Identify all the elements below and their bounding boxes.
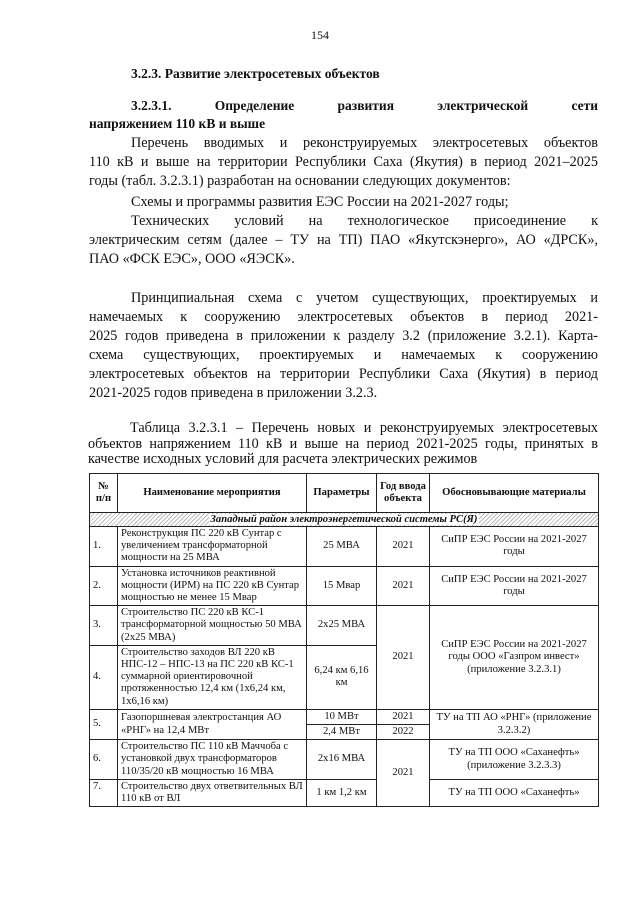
header-basis: Обосновывающие материалы xyxy=(430,474,599,513)
paragraph-line: схема существующих, проектируемых и намечаемых к сооружению xyxy=(89,347,598,363)
subsection-word: Определение xyxy=(214,98,295,113)
table-row xyxy=(90,779,599,806)
paragraph-line: Схемы и программы развития ЕЭС России на 2021-2027 годы; xyxy=(131,194,509,210)
paragraph-line: Технических условий на технологическое присоединение к xyxy=(131,213,598,229)
row-basis: СиПР ЕЭС России на 2021-2027 годы xyxy=(430,566,599,606)
row-year: 2021 xyxy=(377,606,430,710)
region-row xyxy=(90,513,599,527)
paragraph-line: ПАО «ФСК ЕЭС», ООО «ЯЭСК». xyxy=(89,251,295,267)
row-number: 3. xyxy=(90,606,118,646)
header-params: Параметры xyxy=(307,474,377,513)
row-name: Строительство ПС 110 кВ Маччоба с установкой двух трансформаторов 110/35/20 кВ мощностью 16 МВА xyxy=(118,740,307,780)
paragraph-line: электросетевых объектов на территории Республики Саха (Якутия) в период xyxy=(89,366,598,382)
paragraph-line: Принципиальная схема с учетом существующих, проектируемых и xyxy=(131,290,598,306)
row-params: 25 МВА xyxy=(307,527,377,567)
row-year: 2021 xyxy=(377,740,430,807)
section-heading: 3.2.3. Развитие электросетевых объектов xyxy=(131,66,380,81)
subsection-word: сети xyxy=(571,98,598,113)
paragraph-line: 2021-2025 годов приведена в приложении 3.2.3. xyxy=(89,385,378,401)
table-caption xyxy=(88,421,598,468)
row-params: 2х16 МВА xyxy=(307,740,377,780)
subsection-number: 3.2.3.1. xyxy=(131,98,172,113)
row-year: 2022 xyxy=(377,725,430,740)
row-basis: СиПР ЕЭС России на 2021-2027 годы ООО «Газпром инвест» (приложение 3.2.3.1) xyxy=(430,606,599,710)
paragraph-line: Перечень вводимых и реконструируемых электросетевых объектов xyxy=(131,135,598,151)
row-basis: ТУ на ТП ООО «Саханефть» (приложение 3.2.3.3) xyxy=(430,740,599,780)
projects-table xyxy=(89,473,599,807)
paragraph-line: электрическим сетям (далее – ТУ на ТП) ПАО «Якутскэнерго», АО «ДРСК», xyxy=(89,232,598,248)
row-number: 6. xyxy=(90,740,118,780)
row-params: 1 км 1,2 км xyxy=(307,779,377,806)
row-year: 2021 xyxy=(377,709,430,724)
caption-line: Таблица 3.2.3.1 – Перечень новых и реконструируемых электросетевых xyxy=(130,420,598,436)
header-year: Год ввода объекта xyxy=(377,474,430,513)
row-number: 5. xyxy=(90,709,118,739)
subsection-heading-line1 xyxy=(131,98,598,114)
caption-line: качестве исходных условий для расчета электрических режимов xyxy=(88,451,478,467)
row-name: Реконструкция ПС 220 кВ Сунтар с увеличением трансформаторной мощности на 25 МВА xyxy=(118,527,307,567)
table-header-row xyxy=(90,474,599,513)
row-basis: СиПР ЕЭС России на 2021-2027 годы xyxy=(430,527,599,567)
table-row xyxy=(90,527,599,567)
row-number: 7. xyxy=(90,779,118,806)
header-number: № п/п xyxy=(90,474,118,513)
row-number: 4. xyxy=(90,645,118,709)
header-name: Наименование мероприятия xyxy=(118,474,307,513)
subsection-heading-line2: напряжением 110 кВ и выше xyxy=(89,116,266,131)
row-basis: ТУ на ТП АО «РНГ» (приложение 3.2.3.2) xyxy=(430,709,599,739)
row-name: Строительство заходов ВЛ 220 кВ НПС-12 – НПС-13 на ПС 220 кВ КС-1 суммарной ориентировочной протяженностью 12,4 км (1х6,24 км, 1х6,16 км) xyxy=(118,645,307,709)
row-name: Строительство двух ответвительных ВЛ 110 кВ от ВЛ xyxy=(118,779,307,806)
paragraph-line: годы (табл. 3.2.3.1) разработан на основании следующих документов: xyxy=(89,173,511,189)
row-params: 2,4 МВт xyxy=(307,725,377,740)
row-params: 2х25 МВА xyxy=(307,606,377,646)
table-row xyxy=(90,566,599,606)
row-basis: ТУ на ТП ООО «Саханефть» xyxy=(430,779,599,806)
row-year: 2021 xyxy=(377,566,430,606)
row-number: 1. xyxy=(90,527,118,567)
paragraph-line: намечаемых к сооружению электросетевых объектов в период 2021- xyxy=(89,309,598,325)
row-name: Установка источников реактивной мощности (ИРМ) на ПС 220 кВ Сунтар мощностью не менее 15 Мвар xyxy=(118,566,307,606)
row-params: 6,24 км 6,16 км xyxy=(307,645,377,709)
row-number: 2. xyxy=(90,566,118,606)
page-number: 154 xyxy=(311,28,329,42)
row-params: 10 МВт xyxy=(307,709,377,724)
row-year: 2021 xyxy=(377,527,430,567)
row-params: 15 Мвар xyxy=(307,566,377,606)
table-row xyxy=(90,709,599,724)
row-name: Строительство ПС 220 кВ КС-1 трансформаторной мощностью 50 МВА (2х25 МВА) xyxy=(118,606,307,646)
paragraph-line: 2025 годов приведена в приложении к разделу 3.2 (приложение 3.2.1). Карта- xyxy=(89,328,598,344)
subsection-word: электрической xyxy=(437,98,529,113)
table-row xyxy=(90,740,599,780)
paragraph-line: 110 кВ и выше на территории Республики Саха (Якутия) в период 2021–2025 xyxy=(89,154,598,170)
row-name: Газопоршневая электростанция АО «РНГ» на 12,4 МВт xyxy=(118,709,307,739)
caption-line: объектов напряжением 110 кВ и выше на период 2021-2025 годы, принятых в xyxy=(88,435,598,452)
subsection-word: развития xyxy=(337,98,395,113)
region-label: Западный район электроэнергетической системы РС(Я) xyxy=(210,514,478,525)
table-row xyxy=(90,606,599,646)
